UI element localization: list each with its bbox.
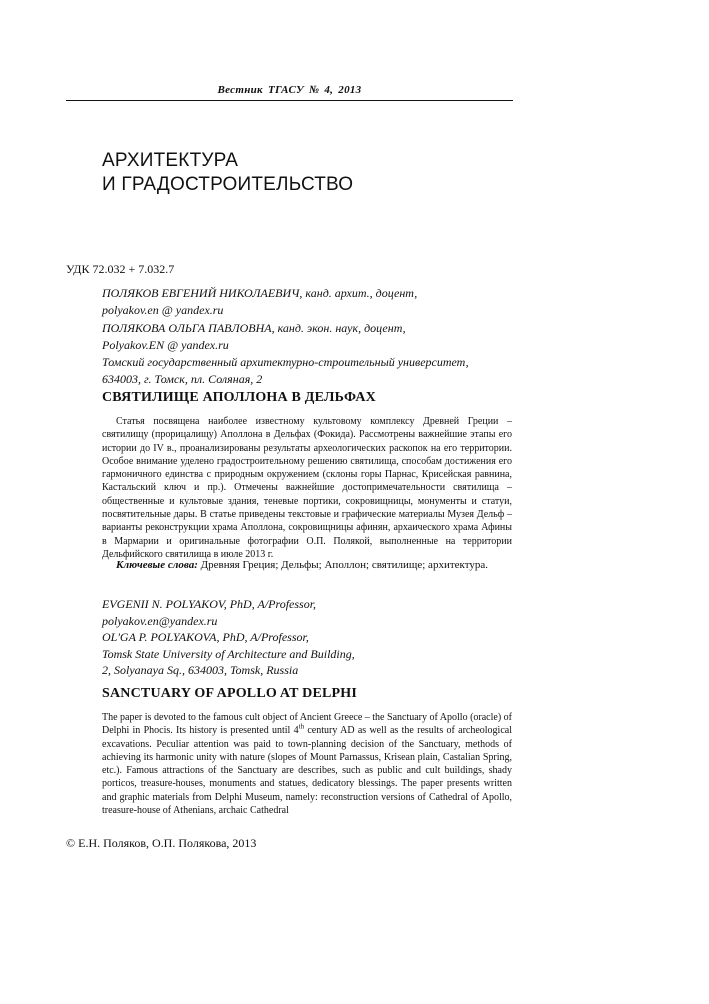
- keywords-label-ru: Ключевые слова:: [116, 559, 198, 571]
- article-title-en: SANCTUARY OF APOLLO AT DELPHI: [102, 686, 358, 701]
- author-1-name-ru: ПОЛЯКОВ ЕВГЕНИЙ НИКОЛАЕВИЧ, канд. архит., доцент,: [102, 286, 418, 300]
- section-title-line-2: И ГРАДОСТРОИТЕЛЬСТВО: [102, 174, 354, 195]
- abstract-ru: Статья посвящена наиболее известному культовому комплексу Древней Греции – святилищу (прорицалищу) Аполлона в Дельфах (Фокида). Рассмотрены важнейшие этапы его истории до IV в., проанализированы результаты археологических раскопок на его территории. Особое внимание уделено градостроительному решению святилища, способам достижения его гармоничного единства с природным окружением (склоны горы Парнас, Крисейская равнина, Кастальский ключ и пр.). Отмечены важнейшие достопримечательности святилища – общественные и культовые здания, теневые портики, сокровищницы, монументы и статуи, посвятительные дары. В статье приведены текстовые и графические материалы Музея Дельф – варианты реконструкции храма Аполлона, сокровищницы афинян, архаического храма Афины в Мармарии и оригинальные фотографии О.П. Полякой, выполненные на территории Дельфийского святилища в июле 2013 г.: [102, 416, 512, 560]
- abstract-en-part-1: The paper is devoted to the famous cult object of Ancient Greece – the Sanctuary of Apollo (oracle) of Delphi in Phocis. Its history is presented until 4: [102, 712, 512, 737]
- author-1-email-ru[interactable]: polyakov.en @ yandex.ru: [102, 303, 224, 318]
- udc-code: УДК 72.032 + 7.032.7: [66, 262, 175, 276]
- author-1-name-en: EVGENII N. POLYAKOV, PhD, A/Professor,: [102, 597, 317, 611]
- affiliation-ru: Томский государственный архитектурно-строительный университет,: [102, 355, 469, 370]
- author-2-name-ru: ПОЛЯКОВА ОЛЬГА ПАВЛОВНА, канд. экон. наук, доцент,: [102, 320, 406, 335]
- keywords-ru: [116, 559, 516, 571]
- keywords-text-ru: Древняя Греция; Дельфы; Аполлон; святилище; архитектура.: [200, 559, 489, 571]
- affiliation-en: Tomsk State University of Architecture and Building,: [102, 646, 355, 661]
- abstract-en: [102, 711, 512, 817]
- abstract-en-part-2: century AD as well as the results of archeological excavations. Peculiar attention was paid to town-planning decision of the Sanctuary, methods of achieving its harmonic unity with nature (slopes of Mount Parnassus, Krisean plain, Castalian Spring, etc.). Famous attractions of the Sanctuary are describes, such as public and cult buildings, shady porticos, treasure-houses, monuments and statues, dedicatory blessings. The paper presents written and graphic materials from Delphi Museum, namely: reconstruction versions of Cathedral of Apollo, treasure-house of Athenians, archaic Cathedral: [102, 725, 512, 817]
- copyright-notice: © Е.Н. Поляков, О.П. Полякова, 2013: [66, 836, 257, 850]
- header-rule: [66, 100, 513, 101]
- author-2-email-ru[interactable]: Polyakov.EN @ yandex.ru: [102, 337, 229, 352]
- address-en: 2, Solyanaya Sq., 634003, Tomsk, Russia: [102, 663, 299, 677]
- address-ru: 634003, г. Томск, пл. Соляная, 2: [102, 372, 263, 387]
- article-title-ru: СВЯТИЛИЩЕ АПОЛЛОНА В ДЕЛЬФАХ: [102, 390, 376, 405]
- author-2-name-en: OL'GA P. POLYAKOVA, PhD, A/Professor,: [102, 630, 309, 644]
- author-1-email-en[interactable]: polyakov.en@yandex.ru: [102, 613, 218, 628]
- abstract-en-superscript: th: [298, 722, 305, 731]
- section-title-line-1: АРХИТЕКТУРА: [102, 150, 239, 171]
- journal-header: Вестник ТГАСУ № 4, 2013: [217, 84, 362, 96]
- section-title: [102, 149, 353, 197]
- authors-ru: [102, 285, 469, 389]
- authors-en: [102, 596, 355, 679]
